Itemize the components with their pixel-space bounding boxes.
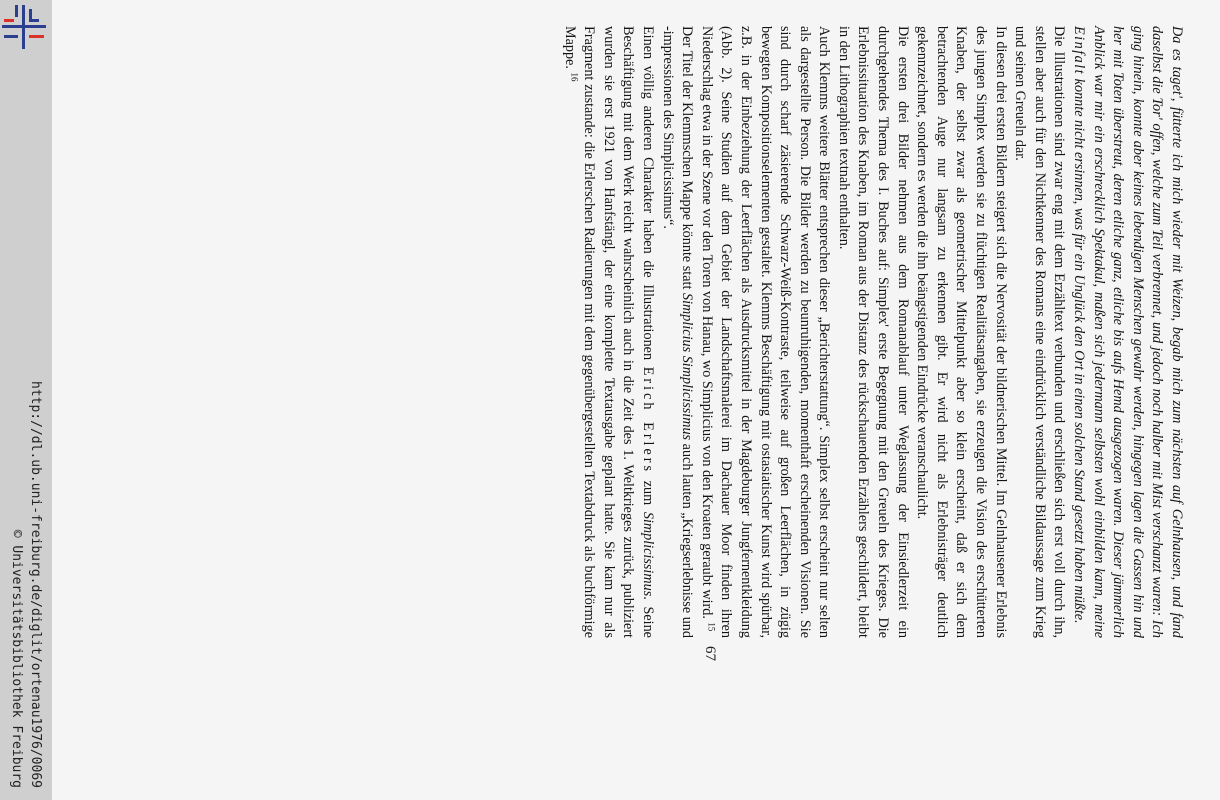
source-url-link[interactable]: http://dl.ub.uni-freiburg.de/diglit/ortenau1976/0069 <box>28 381 43 788</box>
quote-text-a: Da es taget', fütterte ich mich wieder mit Weizen, begab mich zum nächsten auf Gelnhausen, und fand daselbst die Tor' offen, welche zum Teil verbrennet, und jedoch noch halber mit Mist verschanzt waren: Ich ging hinein, konnte aber keines lebendigen Menschen gewahr werden, hingegen lagen die Gassen hin und her mit Toten überstreut, deren etliche ganz, etliche bis aufs Hemd ausgezogen waren. Dieser jämmerlich Anblick war mir ein erschrecklich Spektakul, maßen sich jedermann selbsten wohl einbilden kann, meine <box>1090 26 1185 638</box>
paragraph <box>657 26 696 638</box>
sidebar-text <box>0 0 52 800</box>
scanned-page <box>53 0 1220 800</box>
paragraph <box>696 26 833 638</box>
footnote-ref: 15 <box>706 622 717 632</box>
title-emphasis: Simplicius Simplicissimus <box>679 293 696 441</box>
page-number: 67 <box>702 646 718 661</box>
paragraph-text: Auch Klemms weitere Blätter entsprechen dieser „Berichterstattung“. Simplex selbst erscheint nur selten als dargestellte Person. Die Bilder werden zu beunruhigenden, momenthaft erscheinenden Visionen. Sie sind durch scharf zäsierende Schwarz-Weiß-Kontraste, teilweise auf großen Leerflächen, in zügig bewegten Kompositionselementen gestaltet. Klemms Beschäftigung mit ostasiatischer Kunst wird spürbar, z.B. in der Einbeziehung der Leerflächen als Ausdrucksmittel in der Magdeburger Jungfernentkleidung (Abb. 2). Seine Studien auf dem Gebiet der Landschaftsmalerei im Dachauer Moor finden ihren Niederschlag etwa in der Szene vor den Toren von Hanau, wo Simplicius von den Kroaten geraubt wird. <box>698 26 833 638</box>
quote-paragraph <box>1068 26 1186 638</box>
paragraph-text: zum <box>639 474 656 512</box>
title-emphasis: Simplicissimus <box>639 511 656 597</box>
rotated-page-content <box>53 0 1220 800</box>
viewer-sidebar <box>0 0 52 800</box>
body-text <box>559 26 1186 638</box>
footnote-ref: 16 <box>569 72 580 82</box>
spaced-name: Erich Erlers <box>639 366 656 475</box>
paragraph-text: Der Titel der Klemmschen Mappe könnte statt <box>679 26 696 294</box>
paragraph-text: . Seine Beschäftigung mit dem Werk reicht wahrscheinlich auch in die Zeit des 1. Weltkrieges zurück, publiziert wurden sie erst 1921 von Hanfstängl, der eine komplette Textausgabe geplant hatte. Sie kam nur als Fragment zustande: die Erlerschen Radierungen mit dem gegenübergestellten Textabdruck als buchförmige Mappe. <box>561 26 656 638</box>
paragraph <box>559 26 657 638</box>
paragraph: Die Illustrationen sind zwar eng mit dem Erzähltext verbunden und erschließen sich erst voll durch ihn, stellen aber auch für den Nichtkenner des Romans eine eindrücklich verständliche Bildaussage zum Krieg und seinen Greueln dar. <box>1012 26 1068 638</box>
quote-emphasis: Einfalt <box>1071 26 1088 76</box>
quote-text-b: konnte nicht ersinnen, was für ein Unglück den Ort in einen solchen Stand gesetzt haben müßte. <box>1071 75 1088 624</box>
paragraph-text: auch lauten „Kriegserlebnisse und -impressionen des Simplicissimus“. <box>659 26 696 638</box>
paragraph: Die ersten drei Bilder nehmen aus dem Romanablauf unter Weglassung der Einsiedlerzeit ein durchgehendes Thema des I. Buches auf: Simplex' erste Begegnung mit den Greueln des Krieges. Die Erlebnissituation des Knaben, im Roman aus der Distanz des rückschauenden Erzählers geschildert, bleibt in den Lithographien textnah enthalten. <box>835 26 911 638</box>
paragraph: In diesen drei ersten Bildern steigert sich die Nervosität der bildnerischen Mittel. Im Gelnhausener Erlebnis des jungen Simplex werden sie zu flüchtigen Realitätsangaben, sie erzeugen die Vision des erschütterten Knaben, der selbst zwar als geometrischer Mittelpunkt aber so klein erscheint, daß er sich dem betrachtenden Auge nur langsam zu erkennen gibt. Er wird nicht als Erlebnisträger deutlich gekennzeichnet, sondern es werden die ihn beängstigenden Eindrücke veranschaulicht. <box>914 26 1009 638</box>
copyright-text: © Universitätsbibliothek Freiburg <box>9 529 24 788</box>
paragraph-text: Einen völlig anderen Charakter haben die Illustrationen <box>639 26 656 367</box>
